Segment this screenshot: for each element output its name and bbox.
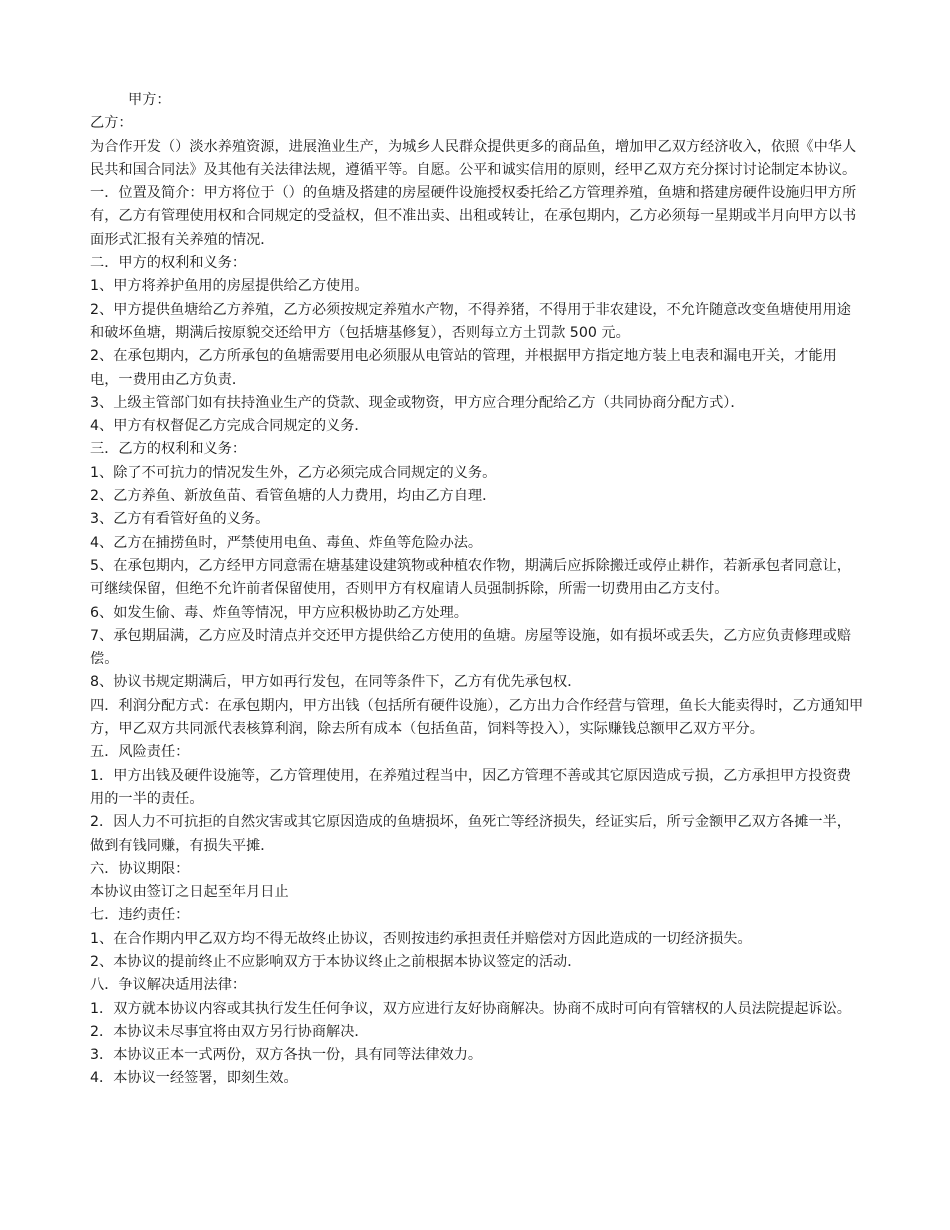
section-2-item-3: 3、上级主管部门如有扶持渔业生产的贷款、现金或物资，甲方应合理分配给乙方（共同协商分配方式）． (90, 394, 745, 411)
section-4-profit-distribution: 四．利润分配方式：在承包期内，甲方出钱（包括所有硬件设施），乙方出力合作经营与管理，鱼长大能卖得时，乙方通知甲方，甲乙双方共同派代表核算利润，除去所有成本（包括鱼苗，饲料等投入），实际赚钱总额甲乙双方平分。 (90, 697, 864, 738)
section-5-item-1: 1．甲方出钱及硬件设施等，乙方管理使用，在养殖过程当中，因乙方管理不善或其它原因造成亏损，乙方承担甲方投资费用的一半的责任。 (90, 767, 851, 807)
section-3-item-6: 6、如发生偷、毒、炸鱼等情况，甲方应积极协助乙方处理。 (90, 604, 468, 621)
section-7-item-1: 1、在合作期内甲乙双方均不得无故终止协议，否则按违约承担责任并赔偿对方因此造成的一切经济损失。 (90, 930, 752, 947)
section-3-heading: 三．乙方的权利和义务： (90, 441, 247, 458)
section-5-item-2: 2．因人力不可抗拒的自然灾害或其它原因造成的鱼塘损坏，鱼死亡等经济损失，经证实后，所亏金额甲乙双方各摊一半，做到有钱同赚，有损失平摊． (90, 814, 851, 854)
section-2-item-2: 2、甲方提供鱼塘给乙方养殖，乙方必须按规定养殖水产物，不得养猪，不得用于非农建设，不允许随意改变鱼塘使用用途和破坏鱼塘，期满后按原貌交还给甲方（包括塘基修复），否则每立方土罚款 500 元。 (90, 301, 851, 341)
section-8-item-4: 4．本协议一经签署，即刻生效。 (90, 1070, 298, 1087)
section-2-item-4: 4、甲方有权督促乙方完成合同规定的义务． (90, 418, 369, 435)
section-2-heading: 二．甲方的权利和义务： (90, 255, 247, 272)
section-3-item-1: 1、除了不可抗力的情况发生外，乙方必须完成合同规定的义务。 (90, 464, 497, 481)
party-b-label: 乙方： (90, 115, 133, 132)
section-8-item-1: 1．双方就本协议内容或其执行发生任何争议，双方应进行友好协商解决。协商不成时可向有管辖权的人员法院提起诉讼。 (90, 1000, 851, 1017)
section-8-item-3: 3．本协议正本一式两份，双方各执一份，具有同等法律效力。 (90, 1047, 483, 1064)
section-2-item-1: 1、甲方将养护鱼用的房屋提供给乙方使用。 (90, 278, 369, 295)
section-8-heading: 八．争议解决适用法律： (90, 977, 247, 994)
section-2-item-2b: 2、在承包期内，乙方所承包的鱼塘需要用电必须服从电管站的管理，并根据甲方指定地方装上电表和漏电开关，才能用电，一费用由乙方负责． (90, 348, 837, 388)
section-3-item-4: 4、乙方在捕捞鱼时，严禁使用电鱼、毒鱼、炸鱼等危险办法。 (90, 534, 483, 551)
section-5-heading: 五．风险责任： (90, 744, 190, 761)
section-7-item-2: 2、本协议的提前终止不应影响双方于本协议终止之前根据本协议签定的活动． (90, 953, 582, 970)
party-a-label: 甲方： (128, 92, 171, 108)
section-3-item-7: 7、承包期届满，乙方应及时清点并交还甲方提供给乙方使用的鱼塘。房屋等设施，如有损坏或丢失，乙方应负责修理或赔偿。 (90, 627, 851, 668)
section-1-location: 一．位置及简介：甲方将位于（）的鱼塘及搭建的房屋硬件设施授权委托给乙方管理养殖，鱼塘和搭建房硬件设施归甲方所有，乙方有管理使用权和合同规定的受益权，但不准出卖、出租或转让，在承包期内，乙方必须每一星期或半月向甲方以书面形式汇报有关养殖的情况． (90, 185, 857, 248)
section-6-heading: 六．协议期限： (90, 860, 190, 877)
section-8-item-2: 2．本协议未尽事宜将由双方另行协商解决． (90, 1023, 369, 1040)
preamble-paragraph: 为合作开发（）淡水养殖资源，进展渔业生产，为城乡人民群众提供更多的商品鱼，增加甲乙双方经济收入，依照《中华人民共和国合同法》及其他有关法律法规，遵循平等。自愿。公平和诚实信用的原则，经甲乙双方充分探讨讨论制定本协议。 (90, 138, 857, 178)
section-3-item-5: 5、在承包期内，乙方经甲方同意需在塘基建设建筑物或种植农作物，期满后应拆除搬迁或停止耕作，若新承包者同意让，可继续保留，但绝不允许前者保留使用，否则甲方有权雇请人员强制拆除，所需一切费用由乙方支付。 (90, 557, 851, 598)
section-6-term: 本协议由签订之日起至年月日止 (90, 884, 289, 901)
section-3-item-8: 8、协议书规定期满后，甲方如再行发包，在同等条件下，乙方有优先承包权． (90, 674, 582, 691)
section-3-item-2: 2、乙方养鱼、新放鱼苗、看管鱼塘的人力费用，均由乙方自理． (90, 488, 497, 505)
contract-document (90, 89, 865, 1091)
section-3-item-3: 3、乙方有看管好鱼的义务。 (90, 511, 270, 528)
section-7-heading: 七．违约责任： (90, 907, 190, 924)
